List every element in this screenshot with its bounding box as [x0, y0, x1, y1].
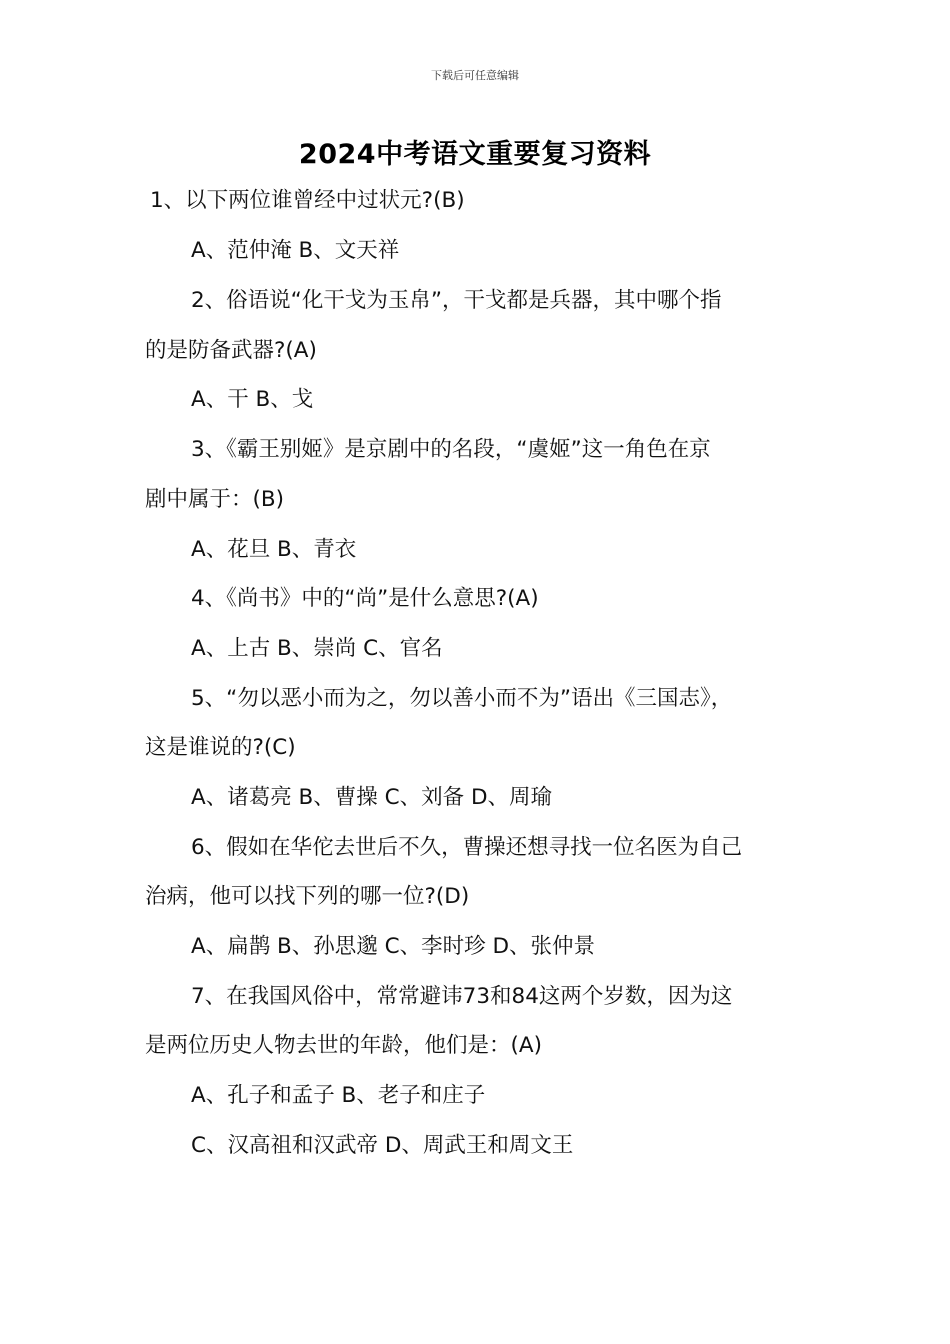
question-2-options: A、干 B、戈: [191, 387, 314, 412]
question-7-continued: 是两位历史人物去世的年龄，他们是：(A): [145, 1033, 542, 1058]
question-6-options: A、扁鹊 B、孙思邈 C、李时珍 D、张仲景: [191, 934, 596, 959]
question-7-options-cd: C、汉高祖和汉武帝 D、周武王和周文王: [191, 1133, 574, 1158]
question-6: 6、假如在华佗去世后不久，曹操还想寻找一位名医为自己: [191, 835, 743, 860]
question-5-options: A、诸葛亮 B、曹操 C、刘备 D、周瑜: [191, 785, 553, 810]
document-title: 2024中考语文重要复习资料: [298, 139, 652, 170]
question-7: 7、在我国风俗中，常常避讳73和84这两个岁数，因为这: [191, 984, 733, 1009]
question-3-options: A、花旦 B、青衣: [191, 537, 357, 562]
question-2: 2、俗语说“化干戈为玉帛”，干戈都是兵器，其中哪个指: [191, 288, 722, 313]
question-3: 3、《霸王别姬》是京剧中的名段，“虞姬”这一角色在京: [191, 437, 711, 462]
question-1: 1、以下两位谁曾经中过状元?(B): [150, 188, 465, 213]
question-4-options: A、上古 B、崇尚 C、官名: [191, 636, 443, 661]
question-7-options-ab: A、孔子和孟子 B、老子和庄子: [191, 1083, 486, 1108]
question-5-continued: 这是谁说的?(C): [145, 735, 296, 760]
question-5: 5、“勿以恶小而为之，勿以善小而不为”语出《三国志》，: [191, 686, 733, 711]
question-6-continued: 治病，他可以找下列的哪一位?(D): [145, 884, 470, 909]
question-1-options: A、范仲淹 B、文天祥: [191, 238, 400, 263]
question-4: 4、《尚书》中的“尚”是什么意思?(A): [191, 586, 539, 611]
question-2-continued: 的是防备武器?(A): [145, 338, 317, 363]
question-3-continued: 剧中属于：(B): [145, 487, 285, 512]
page-header-note: 下载后可任意编辑: [431, 69, 519, 82]
